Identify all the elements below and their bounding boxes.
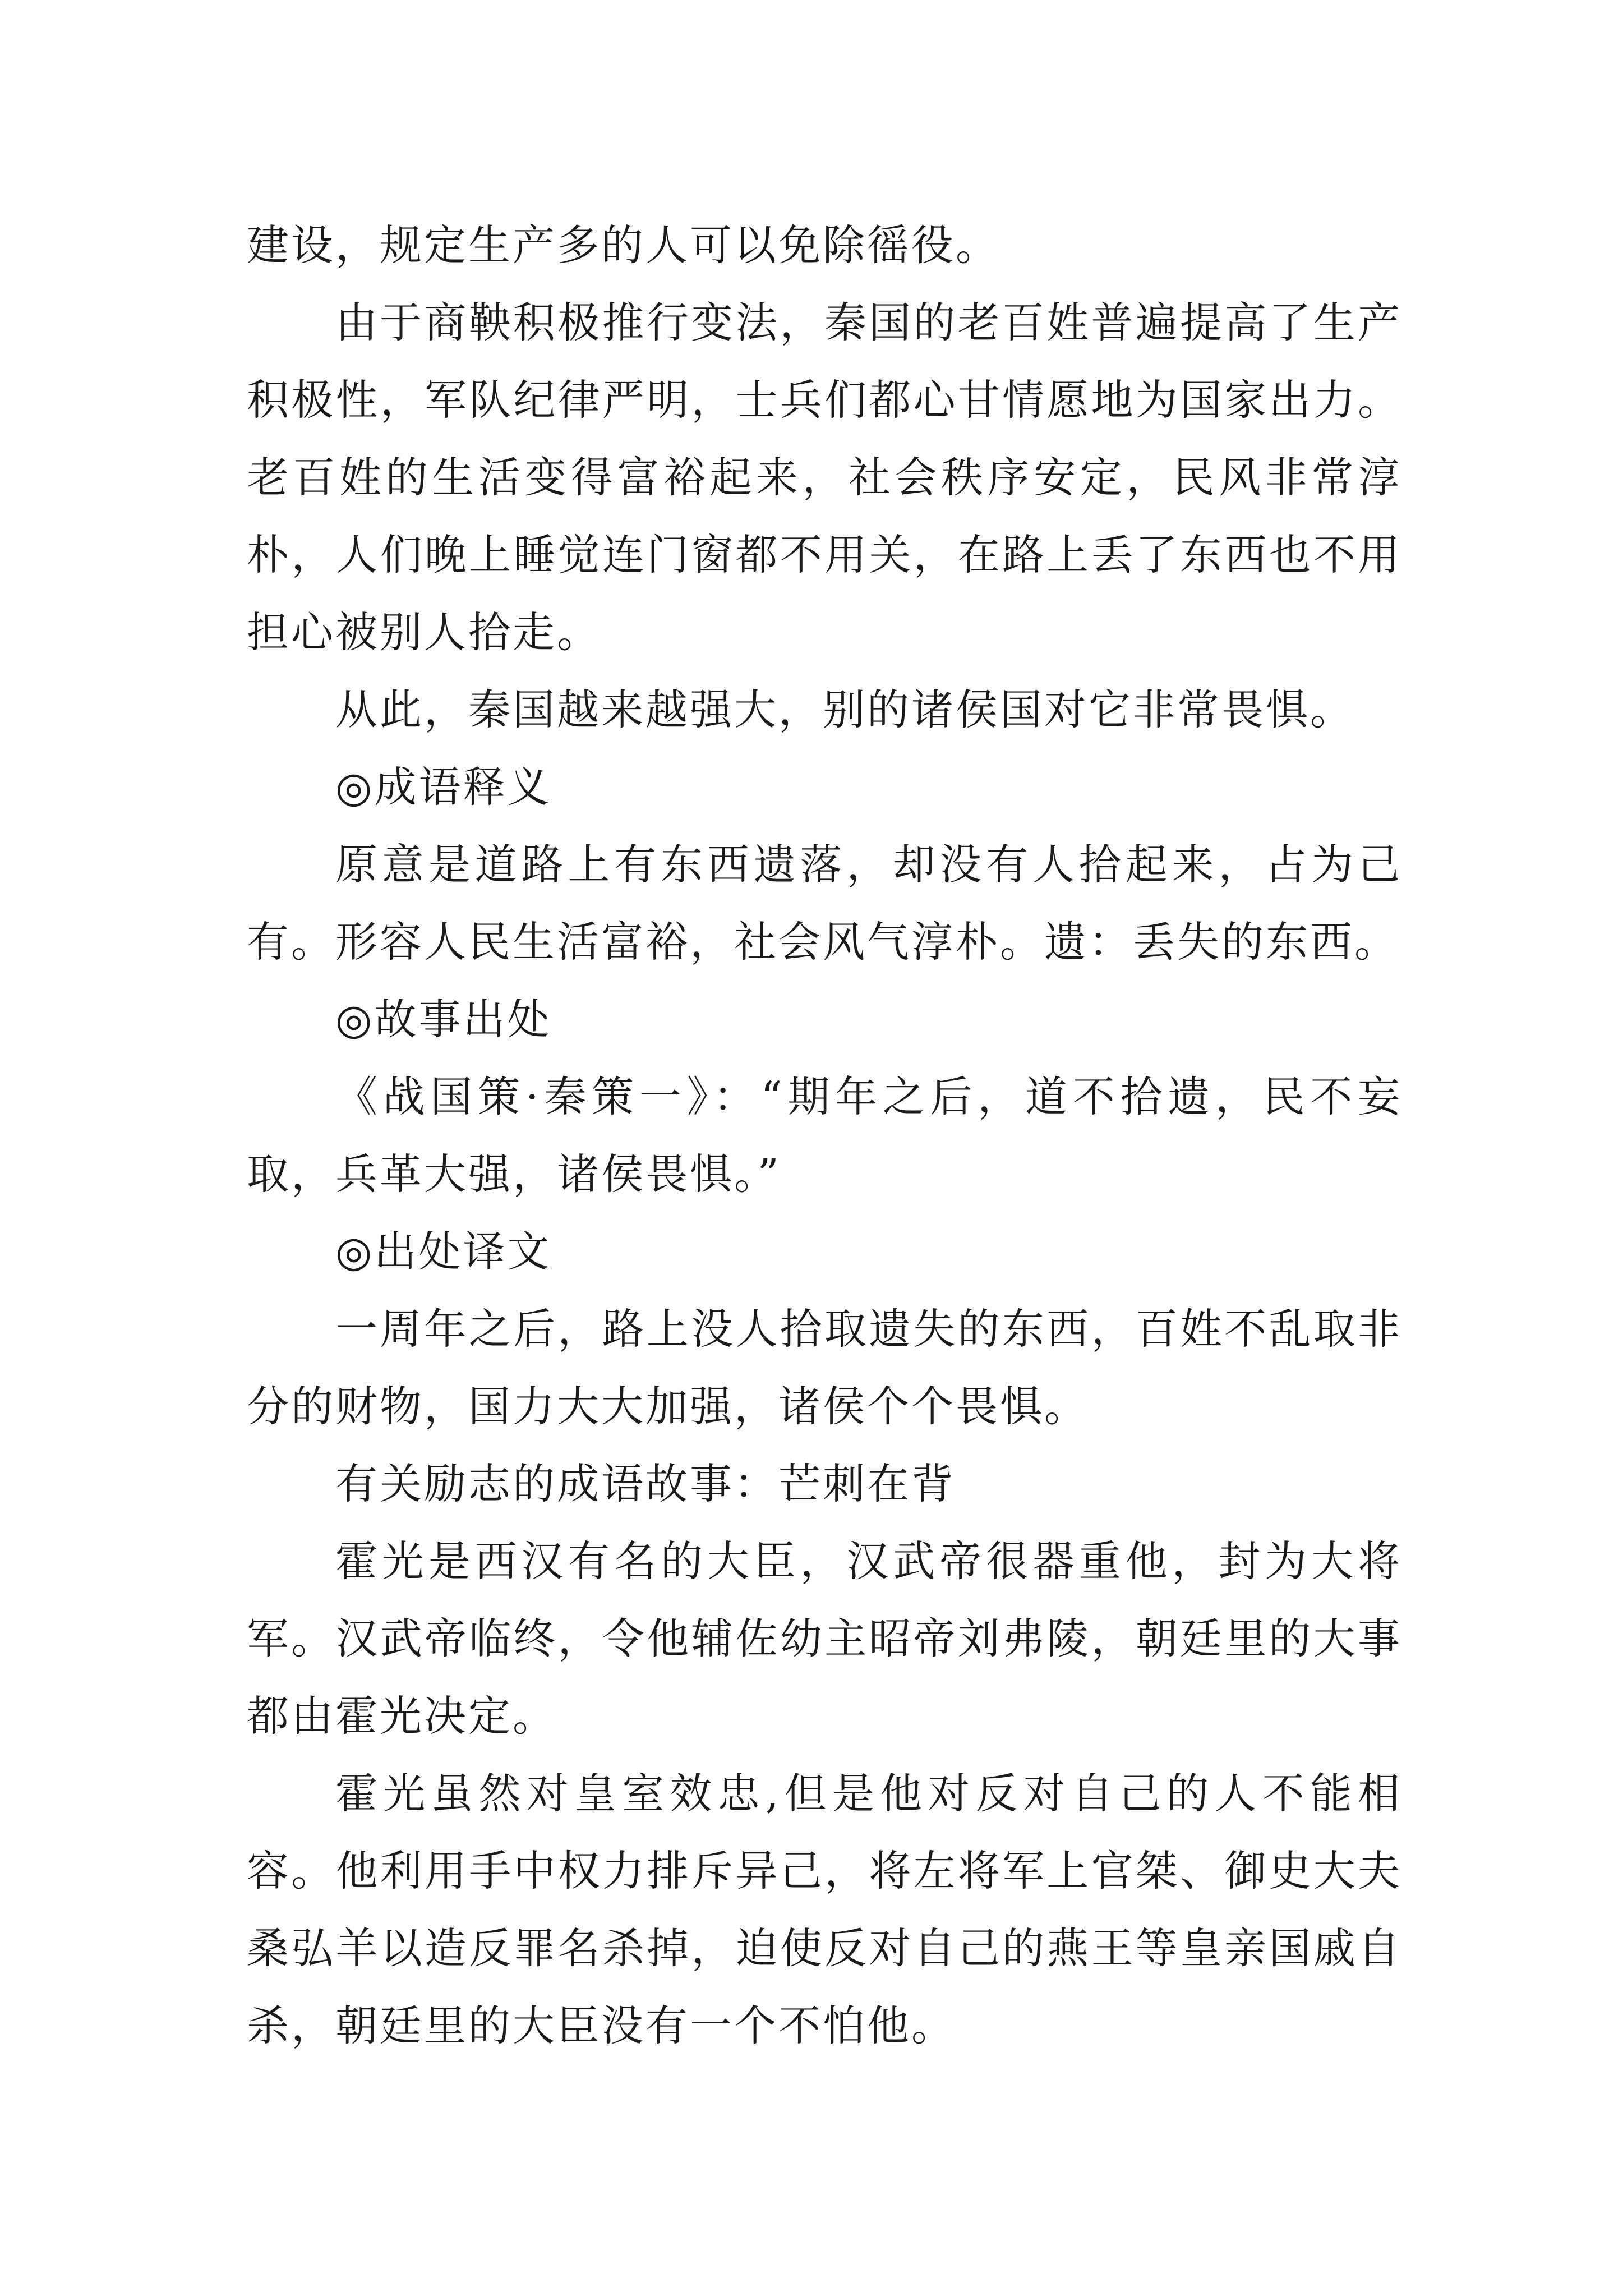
paragraph-reform-effects: 由于商鞅积极推行变法，秦国的老百姓普遍提高了生产积极性，军队纪律严明，士兵们都心甘情愿地为国家出力。老百姓的生活变得富裕起来，社会秩序安定，民风非常淳朴，人们晚上睡觉连门窗都不用关，在路上丢了东西也不用担心被别人拾走。	[247, 298, 1402, 657]
paragraph-source: 《战国策·秦策一》：“期年之后，道不拾遗，民不妄取，兵革大强，诸侯畏惧。”	[247, 1072, 1402, 1199]
paragraph-qin-strong: 从此，秦国越来越强大，别的诸侯国对它非常畏惧。	[335, 685, 1355, 734]
paragraph-translation: 一周年之后，路上没人拾取遗失的东西，百姓不乱取非分的财物，国力大大加强，诸侯个个畏惧。	[247, 1304, 1402, 1431]
paragraph-continued: 建设，规定生产多的人可以免除徭役。	[247, 220, 1000, 270]
paragraph-meaning: 原意是道路上有东西遗落，却没有人拾起来，占为己有。形容人民生活富裕，社会风气淳朴。遗：丢失的东西。	[247, 840, 1402, 967]
paragraph-huoguang-power: 霍光虽然对皇室效忠,但是他对反对自己的人不能相容。他利用手中权力排斥异己，将左将军上官桀、御史大夫桑弘羊以造反罪名杀掉，迫使反对自己的燕王等皇亲国戚自杀，朝廷里的大臣没有一个不怕他。	[247, 1769, 1402, 2050]
paragraph-huoguang-intro: 霍光是西汉有名的大臣，汉武帝很器重他，封为大将军。汉武帝临终，令他辅佐幼主昭帝刘弗陵，朝廷里的大事都由霍光决定。	[247, 1536, 1402, 1741]
section-heading-source: ◎故事出处	[335, 995, 552, 1044]
section-heading-translation: ◎出处译文	[335, 1227, 552, 1276]
section-heading-meaning: ◎成语释义	[335, 762, 552, 812]
document-body	[247, 206, 1402, 2064]
story-title: 有关励志的成语故事：芒刺在背	[335, 1459, 956, 1508]
